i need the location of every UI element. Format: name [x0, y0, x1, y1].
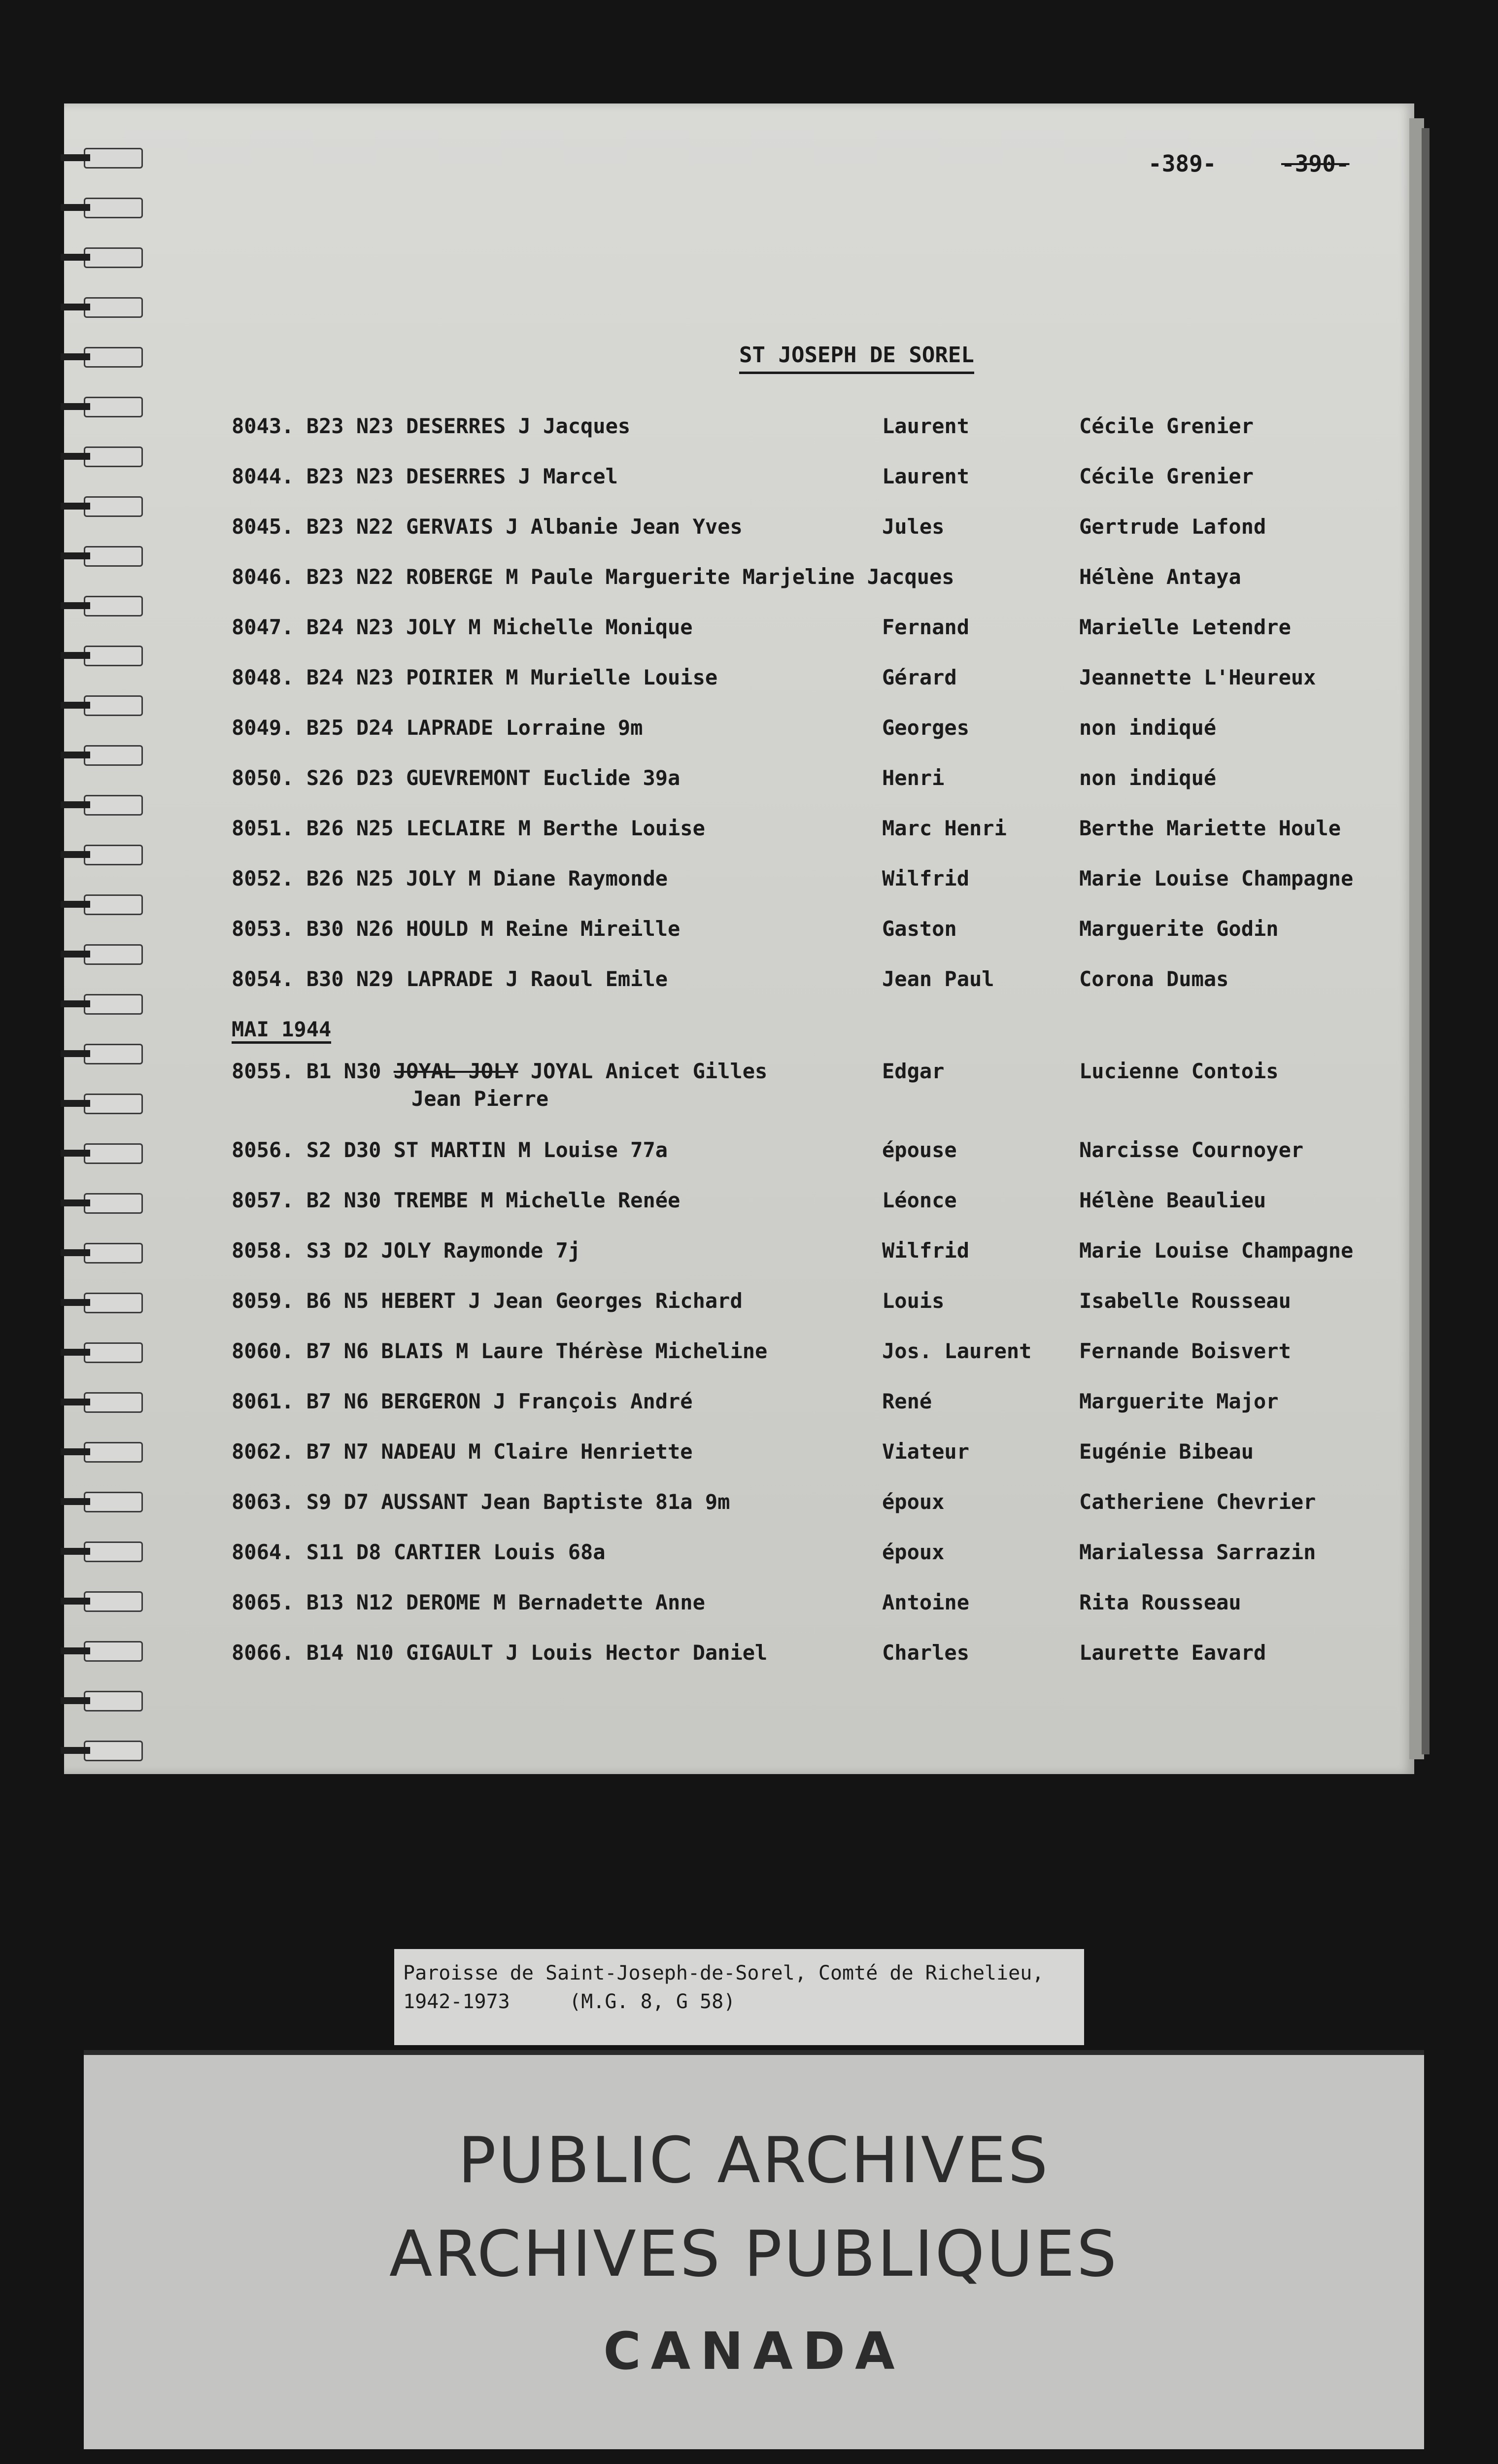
binding-ring: [84, 646, 143, 666]
entry-text: 8064. S11 D8 CARTIER Louis 68a: [232, 1540, 606, 1564]
mother-name: Fernande Boisvert: [1079, 1339, 1291, 1363]
binding-ring: [84, 297, 143, 318]
register-entry: [232, 816, 1390, 866]
mother-name: Marie Louise Champagne: [1079, 866, 1354, 890]
register-entry: [232, 565, 1390, 615]
father-name: Fernand: [882, 615, 970, 639]
entry-text: 8054. B30 N29 LAPRADE J Raoul Emile: [232, 967, 668, 991]
register-entry: [232, 866, 1390, 917]
register-entries: [232, 414, 1390, 1691]
father-name: Gérard: [882, 665, 957, 689]
register-entry: [232, 917, 1390, 967]
binding-ring: [84, 1392, 143, 1413]
binding-ring: [84, 1741, 143, 1761]
entry-text: 8048. B24 N23 POIRIER M Murielle Louise: [232, 665, 718, 689]
stamp-line-1: PUBLIC ARCHIVES: [458, 2124, 1050, 2197]
struck-page-number: -390-: [1281, 150, 1350, 177]
binding-ring: [84, 795, 143, 816]
binding-ring: [84, 1591, 143, 1612]
binding-ring: [84, 1541, 143, 1562]
mother-name: Hélène Antaya: [1079, 565, 1241, 589]
entry-text: 8044. B23 N23 DESERRES J Marcel: [232, 464, 618, 488]
father-name: Henri: [882, 766, 945, 790]
register-entry: [232, 514, 1390, 565]
entry-prefix: 8055. B1 N30: [232, 1059, 381, 1083]
entries-group-april: [232, 414, 1390, 1017]
father-name: Laurent: [882, 414, 970, 438]
binding-ring: [84, 1193, 143, 1214]
father-name: Laurent: [882, 464, 970, 488]
binding-ring: [84, 596, 143, 616]
mother-name: Marielle Letendre: [1079, 615, 1291, 639]
father-name: Marc Henri: [882, 816, 1007, 840]
mother-name: Corona Dumas: [1079, 967, 1229, 991]
father-name: Gaston: [882, 917, 957, 941]
mother-name: Marguerite Major: [1079, 1389, 1279, 1413]
mother-name: Eugénie Bibeau: [1079, 1439, 1254, 1464]
binding-ring: [84, 845, 143, 865]
register-entry: [232, 766, 1390, 816]
father-name: Jean Paul: [882, 967, 994, 991]
father-name: Jos. Laurent: [882, 1339, 1032, 1363]
father-name: Léonce: [882, 1188, 957, 1212]
mother-name: Cécile Grenier: [1079, 414, 1254, 438]
mother-name: Hélène Beaulieu: [1079, 1188, 1266, 1212]
entry-text: 8056. S2 D30 ST MARTIN M Louise 77a: [232, 1138, 668, 1162]
register-entry: [232, 414, 1390, 464]
register-entry: [232, 1188, 1390, 1238]
catalog-label: [394, 1949, 1084, 2045]
binding-ring: [84, 1442, 143, 1463]
register-entry: [232, 665, 1390, 716]
mother-name: Isabelle Rousseau: [1079, 1289, 1291, 1313]
entry-text: 8060. B7 N6 BLAIS M Laure Thérèse Micheline: [232, 1339, 768, 1363]
mother-name: Rita Rousseau: [1079, 1590, 1241, 1614]
entry-text: [232, 1059, 767, 1083]
entry-text: 8058. S3 D2 JOLY Raymonde 7j: [232, 1238, 581, 1263]
entry-text: 8045. B23 N22 GERVAIS J Albanie Jean Yves: [232, 514, 743, 539]
mother-name: Narcisse Cournoyer: [1079, 1138, 1304, 1162]
mother-name: non indiqué: [1079, 766, 1217, 790]
binding-ring: [84, 198, 143, 218]
register-entry: [232, 1389, 1390, 1439]
catalog-line-2: 1942-1973 (M.G. 8, G 58): [403, 1990, 736, 2013]
entry-text: 8052. B26 N25 JOLY M Diane Raymonde: [232, 866, 668, 890]
catalog-line-1: Paroisse de Saint-Joseph-de-Sorel, Comté de Richelieu,: [403, 1962, 1044, 1985]
father-name: Wilfrid: [882, 866, 970, 890]
binding-ring: [84, 745, 143, 766]
register-entry: [232, 1238, 1390, 1289]
entry-text: 8066. B14 N10 GIGAULT J Louis Hector Daniel: [232, 1641, 768, 1665]
entry-text: 8065. B13 N12 DEROME M Bernadette Anne: [232, 1590, 705, 1614]
archive-stamp: [84, 2050, 1424, 2449]
binding-ring: [84, 1094, 143, 1114]
entry-text: 8063. S9 D7 AUSSANT Jean Baptiste 81a 9m: [232, 1490, 730, 1514]
parish-heading: ST JOSEPH DE SOREL: [739, 342, 974, 374]
register-entry: [232, 1059, 1390, 1138]
register-entry: [232, 1138, 1390, 1188]
register-entry: [232, 967, 1390, 1017]
father-name: Louis: [882, 1289, 945, 1313]
register-entry: [232, 716, 1390, 766]
binding-ring: [84, 1492, 143, 1512]
register-entry: [232, 1289, 1390, 1339]
binding-ring: [84, 1691, 143, 1711]
binding-ring: [84, 347, 143, 368]
struck-surname: JOYAL JOLY: [393, 1059, 518, 1083]
mother-name: Laurette Eavard: [1079, 1641, 1266, 1665]
entry-text: 8047. B24 N23 JOLY M Michelle Monique: [232, 615, 693, 639]
father-name: Antoine: [882, 1590, 970, 1614]
register-entry: [232, 1490, 1390, 1540]
father-name: Wilfrid: [882, 1238, 970, 1263]
month-heading: [232, 1017, 1390, 1059]
entry-rest: JOYAL Anicet Gilles: [518, 1059, 768, 1083]
entry-text: 8049. B25 D24 LAPRADE Lorraine 9m: [232, 716, 643, 740]
entry-text: 8061. B7 N6 BERGERON J François André: [232, 1389, 693, 1413]
binding-ring: [84, 397, 143, 417]
binding-ring: [84, 1342, 143, 1363]
register-entry: [232, 1439, 1390, 1490]
register-entry: [232, 1641, 1390, 1691]
mother-name: non indiqué: [1079, 716, 1217, 740]
father-name: Jules: [882, 514, 945, 539]
mother-name: Berthe Mariette Houle: [1079, 816, 1341, 840]
entry-text: 8051. B26 N25 LECLAIRE M Berthe Louise: [232, 816, 705, 840]
mother-name: Lucienne Contois: [1079, 1059, 1279, 1083]
entries-group-may: [232, 1138, 1390, 1691]
mother-name: Marguerite Godin: [1079, 917, 1279, 941]
page-edge-shadow: [1422, 128, 1430, 1754]
binding-ring: [84, 994, 143, 1015]
register-entry: [232, 1339, 1390, 1389]
binding-ring: [84, 496, 143, 517]
stamp-line-3: CANADA: [603, 2321, 905, 2381]
father-name: Georges: [882, 716, 970, 740]
entry-text: 8046. B23 N22 ROBERGE M Paule Marguerite Marjeline Jacques: [232, 565, 954, 589]
father-name: Viateur: [882, 1439, 970, 1464]
page-number: -389-: [1148, 150, 1217, 177]
binding-ring: [84, 1293, 143, 1313]
register-entry: [232, 464, 1390, 514]
entry-text: 8062. B7 N7 NADEAU M Claire Henriette: [232, 1439, 693, 1464]
entry-text: 8050. S26 D23 GUEVREMONT Euclide 39a: [232, 766, 681, 790]
binding-ring: [84, 148, 143, 169]
binding-ring: [84, 1143, 143, 1164]
register-entry: [232, 1590, 1390, 1641]
father-name: Edgar: [882, 1059, 945, 1083]
binding-ring: [84, 944, 143, 965]
binding-ring: [84, 1243, 143, 1264]
father-name: époux: [882, 1490, 945, 1514]
register-entry: [232, 1540, 1390, 1590]
mother-name: Marialessa Sarrazin: [1079, 1540, 1316, 1564]
entry-text: 8043. B23 N23 DESERRES J Jacques: [232, 414, 631, 438]
binding-ring: [84, 695, 143, 716]
binding-ring: [84, 1044, 143, 1064]
entry-text: 8057. B2 N30 TREMBE M Michelle Renée: [232, 1188, 681, 1212]
mother-name: Cécile Grenier: [1079, 464, 1254, 488]
mother-name: Jeannette L'Heureux: [1079, 665, 1316, 689]
month-heading-text: MAI 1944: [232, 1017, 331, 1044]
binding-ring: [84, 446, 143, 467]
father-name: René: [882, 1389, 932, 1413]
father-name: Charles: [882, 1641, 970, 1665]
entry-text: 8053. B30 N26 HOULD M Reine Mireille: [232, 917, 681, 941]
entry-text: 8059. B6 N5 HEBERT J Jean Georges Richard: [232, 1289, 743, 1313]
binding-ring: [84, 894, 143, 915]
mother-name: Gertrude Lafond: [1079, 514, 1266, 539]
register-entry: [232, 615, 1390, 665]
stamp-line-2: ARCHIVES PUBLIQUES: [389, 2218, 1119, 2291]
binding-ring: [84, 546, 143, 567]
mother-name: Marie Louise Champagne: [1079, 1238, 1354, 1263]
father-name: époux: [882, 1540, 945, 1564]
binding-ring: [84, 247, 143, 268]
binding-ring: [84, 1641, 143, 1662]
father-name: épouse: [882, 1138, 957, 1162]
entry-continuation: Jean Pierre: [411, 1087, 549, 1111]
mother-name: Catheriene Chevrier: [1079, 1490, 1316, 1514]
